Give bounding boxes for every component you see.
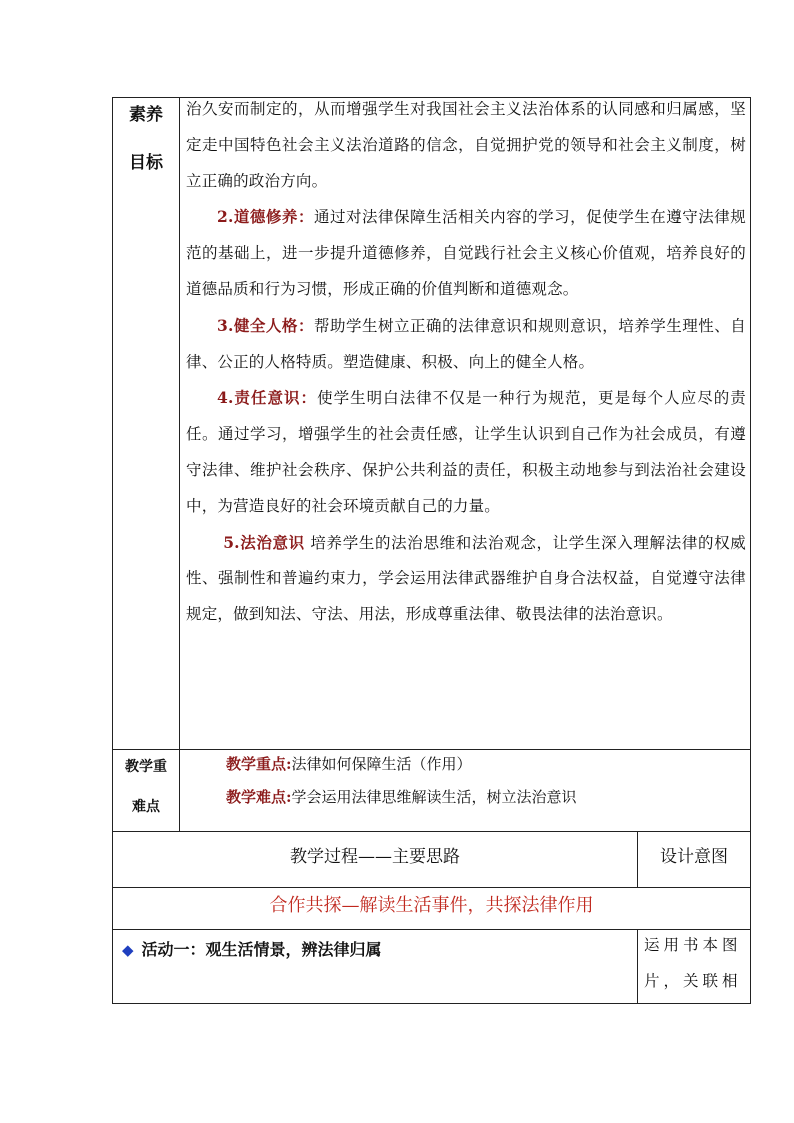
goals-item-responsibility-head: 4.责任意识： xyxy=(217,388,318,408)
focus-difficulty xyxy=(186,781,746,814)
focus-label xyxy=(113,750,179,824)
goals-item-rule-of-law-head: 5.法治意识 xyxy=(223,532,305,552)
goals-item-personality xyxy=(186,308,746,381)
focus-label-line1: 教学重 xyxy=(125,759,167,775)
focus-difficulty-text: 学会运用法律思维解读生活，树立法治意识 xyxy=(291,788,577,806)
label-column-divider xyxy=(179,97,180,832)
goals-content xyxy=(186,92,746,633)
row-divider-header xyxy=(112,887,751,888)
focus-key-text: 法律如何保障生活（作用） xyxy=(291,755,472,773)
diamond-bullet-icon: ◆ xyxy=(122,941,134,959)
design-note-line2: 片，关联相 xyxy=(644,972,742,990)
table-border-left xyxy=(112,97,113,1004)
goals-item-moral xyxy=(186,199,746,307)
design-note-line1: 运用书本图 xyxy=(644,936,742,954)
focus-key-head: 教学重点: xyxy=(226,755,292,773)
goals-intro: 治久安而制定的，从而增强学生对我国社会主义法治体系的认同感和归属感，坚定走中国特色社会主义法治道路的信念，自觉拥护党的领导和社会主义制度，树立正确的政治方向。 xyxy=(186,100,746,190)
activity-title-row xyxy=(122,937,632,960)
goals-item-responsibility-text: 使学生明白法律不仅是一种行为规范，更是每个人应尽的责任。通过学习，增强学生的社会责任感，让学生认识到自己作为社会成员，有遵守法律、维护社会秩序、保护公共利益的责任，积极主动地参与到法治社会建设中，为营造良好的社会环境贡献自己的力量。 xyxy=(186,389,746,515)
section-title: 合作共探—解读生活事件，共探法律作用 xyxy=(269,895,594,916)
goals-item-personality-head: 3.健全人格： xyxy=(217,315,314,335)
goals-label xyxy=(113,100,179,178)
focus-difficulty-head: 教学难点: xyxy=(226,788,292,806)
focus-label-line2: 难点 xyxy=(132,799,160,815)
goals-item-responsibility xyxy=(186,380,746,524)
row-divider-focus xyxy=(112,831,751,832)
goals-item-rule-of-law-text: 培养学生的法治思维和法治观念，让学生深入理解法律的权威性、强制性和普遍约束力，学会运用法律武器维护自身合法权益，自觉遵守法律规定，做到知法、守法、用法，形成尊重法律、敬畏法律的法治意识。 xyxy=(186,533,746,624)
focus-content xyxy=(186,748,746,814)
design-column-divider-activity xyxy=(637,929,638,1004)
focus-key-point xyxy=(186,748,746,781)
goals-item-moral-text: 通过对法律保障生活相关内容的学习，促使学生在遵守法律规范的基础上，进一步提升道德修养，自觉践行社会主义核心价值观，培养良好的道德品质和行为习惯，形成正确的价值判断和道德观念。 xyxy=(186,208,746,298)
design-header: 设计意图 xyxy=(660,847,728,867)
process-header: 教学过程——主要思路 xyxy=(290,847,460,867)
design-note xyxy=(644,930,750,996)
goals-label-line2: 目标 xyxy=(129,153,163,173)
goals-item-moral-head: 2.道德修养： xyxy=(217,207,314,227)
table-border-bottom xyxy=(112,1003,751,1004)
table-border-right xyxy=(750,97,751,1004)
activity-title: 活动一：观生活情景，辨法律归属 xyxy=(141,940,382,959)
goals-item-personality-text: 帮助学生树立正确的法律意识和规则意识，培养学生理性、自律、公正的人格特质。塑造健康、积极、向上的健全人格。 xyxy=(186,316,746,371)
goals-item-rule-of-law xyxy=(186,525,746,633)
goals-label-line1: 素养 xyxy=(129,105,163,125)
